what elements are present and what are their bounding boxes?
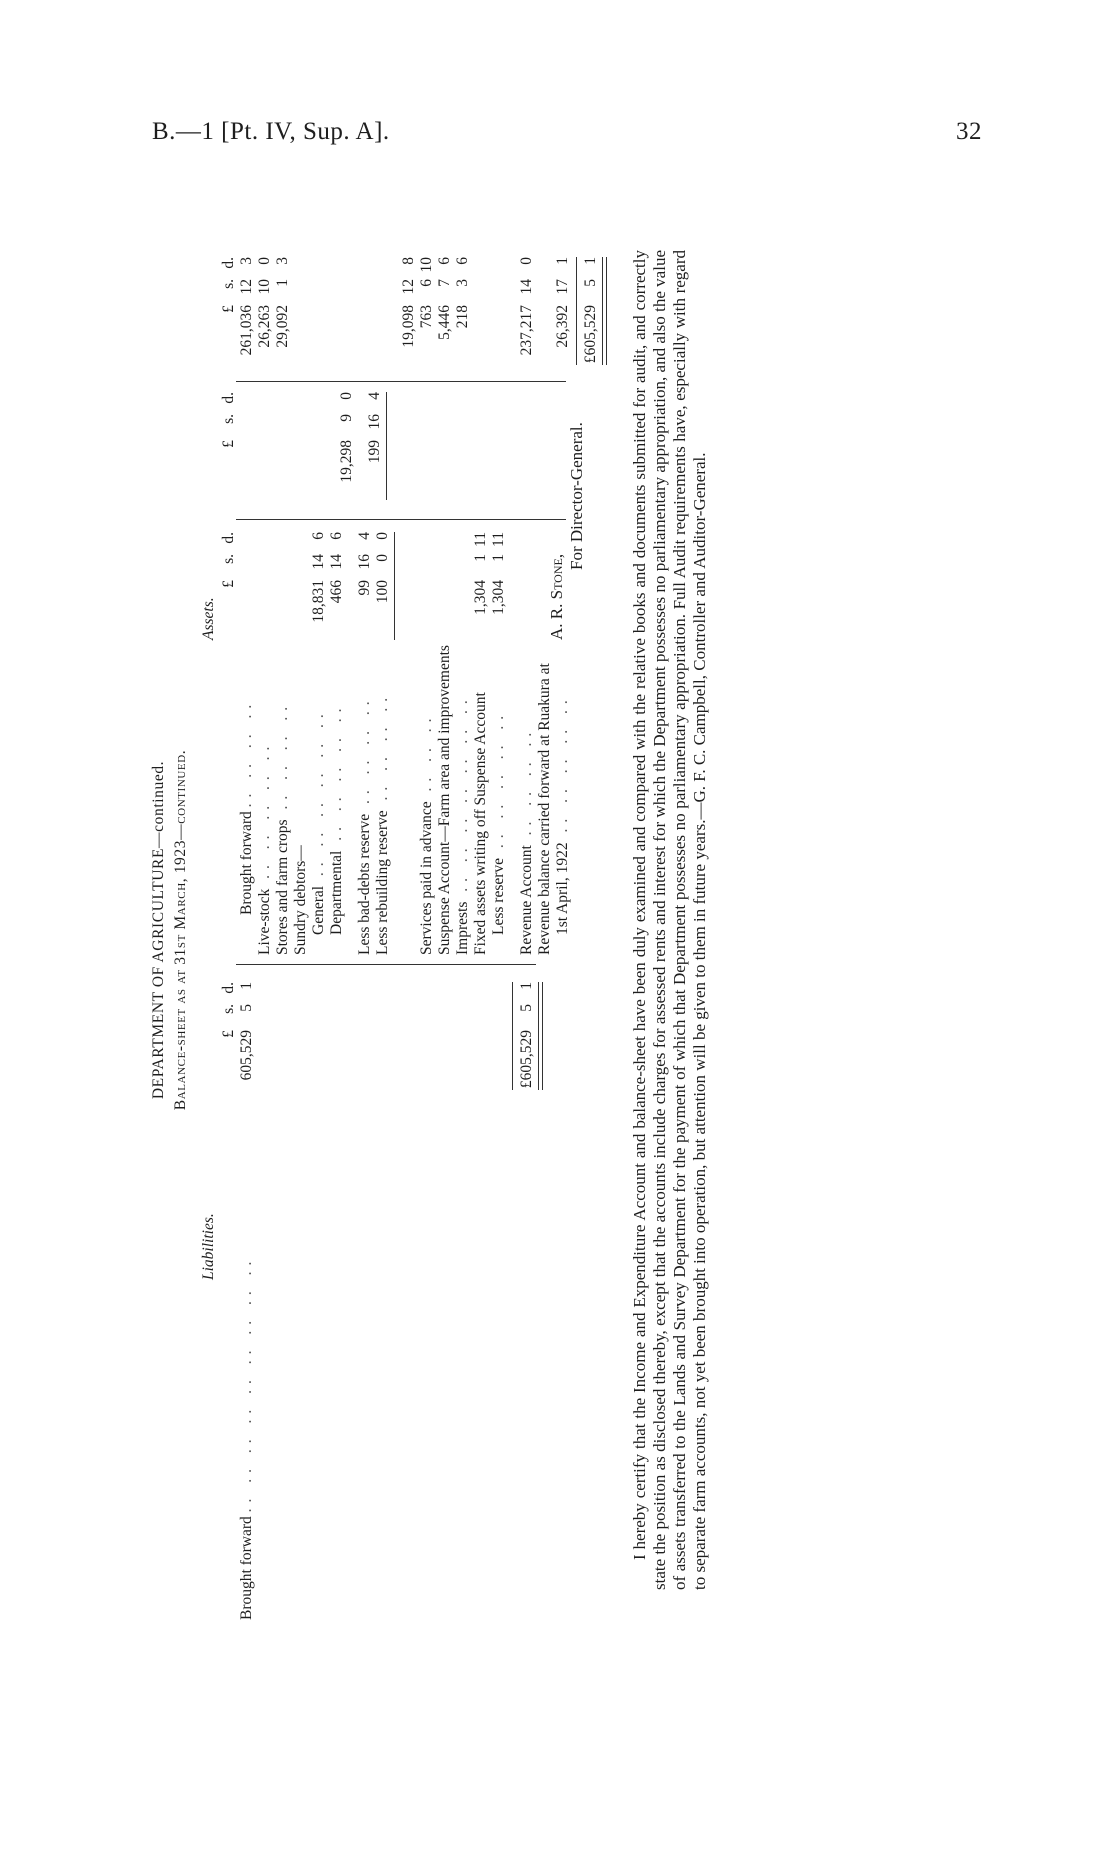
departmental-amount: 466146 (328, 532, 345, 604)
services-amount: 763610 (418, 257, 435, 329)
liab-total-amount: £605,52951 (518, 982, 535, 1089)
signature-role: For Director-General. (567, 422, 586, 570)
asset-brought-forward-amount: 261,036123 (238, 257, 255, 356)
audit-certificate: I hereby certify that the Income and Expenditure Account and balance-sheet have been duly examined and compared with the relative books and documents submitted for audit, and correctly state the position as disclosed thereby, except that the accounts include charges for assessed rents and interest for which the Department possesses no parliamentary appropriation, and also the value of assets transferred to the Lands and Survey Department for the payment of which that Department possesses no parliamentary appropriation. Full Audit requirements have, especially with regard to separate farm accounts, not yet been brought into operation, but attention will be given to them in future years.—G. F. C. Campbell, Controller and Auditor-General. (630, 250, 709, 1590)
asset-column-divider-1 (236, 519, 566, 520)
balance-sheet-page (150, 180, 790, 1680)
assets-heading: Assets. (200, 597, 217, 640)
asset-total-amount: £605,52951 (582, 257, 599, 364)
services-row: Services paid in advance .. .. .. (418, 712, 435, 955)
page-number: 32 (956, 118, 982, 145)
asset-column-divider-2 (236, 381, 566, 382)
document-title: DEPARTMENT OF AGRICULTURE—continued. (150, 760, 167, 1100)
imprests-row: Imprests .. .. .. .. .. .. .. (454, 694, 471, 955)
less-reserve-row: Less reserve .. .. .. .. .. (490, 709, 507, 935)
rebuilding-row: Less rebuilding reserve .. .. .. .. (374, 691, 391, 955)
liab-brought-forward-amount: 605,52951 (238, 982, 255, 1081)
revenue-balance-row-2: 1st April, 1922 .. .. .. .. .. (554, 694, 571, 935)
signature-name: A. R. Stone, (547, 553, 566, 640)
leader-dots: .. .. .. .. .. .. .. .. .. (238, 1255, 255, 1513)
liabilities-heading: Liabilities. (200, 1213, 217, 1280)
stores-row: Stores and farm crops .. .. .. .. (274, 700, 291, 955)
asset-unit-header-3: £s.d. (220, 257, 237, 313)
suspense-row: Suspense Account—Farm area and improvements (436, 645, 453, 955)
revenue-balance-amount: 26,392171 (554, 257, 571, 348)
sundry-debtors-row: Sundry debtors— (292, 845, 309, 955)
live-stock-amount: 26,263100 (256, 257, 273, 348)
document-reference: B.—1 [Pt. IV, Sup. A]. (152, 118, 390, 145)
asset-unit-header-2: £s.d. (220, 392, 237, 448)
debtors-net-amount: 19,098128 (400, 257, 417, 348)
asset-unit-header-1: £s.d. (220, 532, 237, 588)
imprests-amount: 21836 (454, 257, 471, 329)
liab-total-rule (512, 982, 513, 1090)
bad-debts-amount: 99164 (356, 532, 373, 596)
liab-total-double-rule (538, 982, 543, 1090)
revenue-account-amount: 237,217140 (518, 257, 535, 356)
general-amount: 18,831146 (310, 532, 327, 623)
fixed-assets-row: Fixed assets writing off Suspense Account (472, 692, 489, 955)
bad-debts-row: Less bad-debts reserve .. .. .. .. (356, 695, 373, 955)
debtors-subtotal-amount: 19,29890 (338, 392, 355, 483)
fixed-assets-amount: 1,304111 (472, 532, 489, 615)
rebuilding-amount: 10000 (374, 532, 391, 604)
asset-brought-forward-row: Brought forward .. .. .. .. (238, 698, 255, 915)
suspense-amount: 5,44676 (436, 257, 453, 340)
reserves-rule (394, 532, 395, 640)
liab-unit-header: £s.d. (220, 982, 237, 1038)
subtotal-rule (386, 392, 387, 500)
revenue-account-row: Revenue Account .. .. .. .. (518, 726, 535, 955)
less-reserve-amount: 1,304111 (490, 532, 507, 615)
live-stock-row: Live-stock .. .. .. .. .. (256, 740, 273, 955)
general-row: General .. .. .. .. .. .. (310, 708, 327, 935)
departmental-row: Departmental .. .. .. .. .. (328, 702, 345, 935)
revenue-balance-row: Revenue balance carried forward at Ruakura at (536, 663, 553, 955)
stores-amount: 29,09213 (274, 257, 291, 348)
asset-total-double-rule (602, 257, 607, 365)
asset-total-rule (576, 257, 577, 365)
liab-brought-forward-row: Brought forward .. .. .. .. .. .. .. .. .. (238, 1255, 255, 1620)
page-header (152, 118, 982, 146)
column-divider (236, 964, 536, 965)
document-subtitle: Balance-sheet as at 31st March, 1923—continued. (172, 749, 189, 1111)
reserves-subtotal-amount: 199164 (366, 392, 383, 464)
